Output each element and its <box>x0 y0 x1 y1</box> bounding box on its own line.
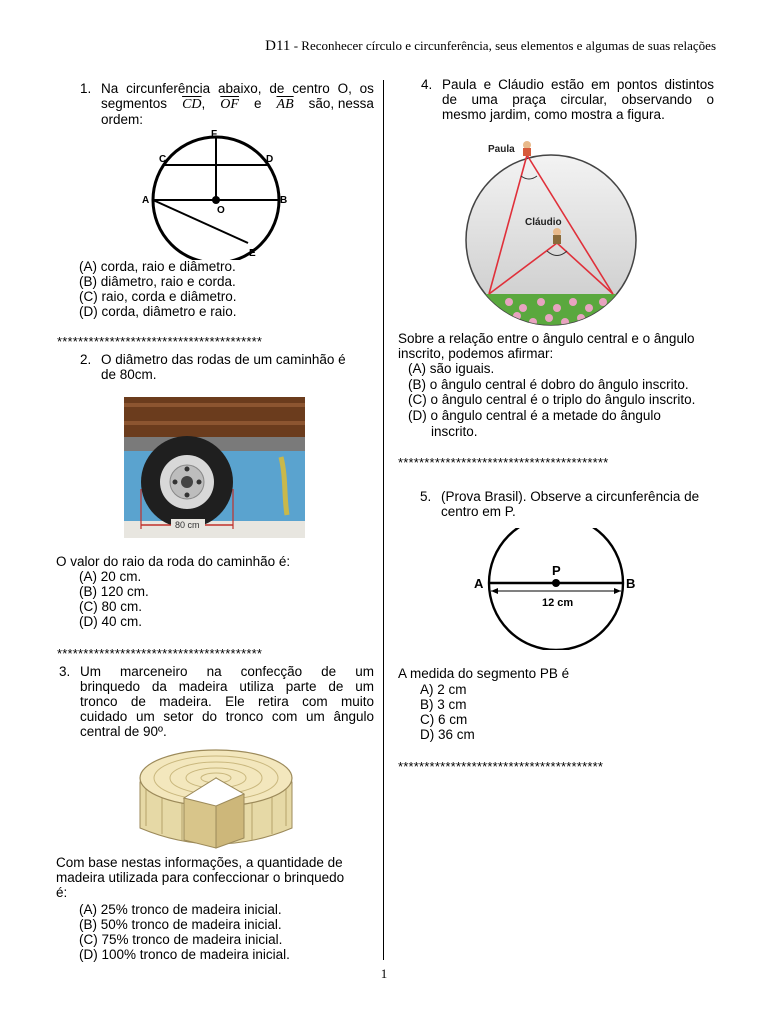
segment-cd: $\overline{CD}$ <box>182 97 202 112</box>
q5-line2: centro em P. <box>441 504 516 519</box>
q3-line2: brinquedo da madeira utiliza parte de um <box>80 679 374 694</box>
q4-option-d-continued: inscrito. <box>431 424 478 439</box>
q1-segments-label: segmentos <box>101 96 168 111</box>
column-divider <box>383 80 384 960</box>
label-d: D <box>266 154 274 165</box>
measure-label: 80 cm <box>175 520 200 530</box>
q2-line1: O diâmetro das rodas de um caminhão é <box>101 352 346 367</box>
q5-circle-figure <box>470 528 644 650</box>
q2-option-d[interactable]: (D) 40 cm. <box>79 614 143 629</box>
q1-number: 1. <box>80 81 92 96</box>
q3-option-c[interactable]: (C) 75% tronco de madeira inicial. <box>79 932 283 947</box>
q4-after-line2: inscrito, podemos afirmar: <box>398 346 554 361</box>
paula-figure <box>523 141 531 149</box>
q5-label-b: B <box>626 576 636 591</box>
label-o: O <box>217 205 225 216</box>
q3-word: na <box>206 664 222 679</box>
q5-number: 5. <box>420 489 432 504</box>
segment-of: $\overline{OF}$ <box>220 97 239 112</box>
q1-and: e <box>253 96 262 111</box>
tree-trunk-image <box>132 748 300 852</box>
q1-line3: ordem: <box>101 112 144 127</box>
segment-ab: $\overline{AB}$ <box>276 97 294 112</box>
arrow-right-icon <box>614 588 621 594</box>
q5-option-c[interactable]: C) 6 cm <box>420 712 468 727</box>
label-e: E <box>249 248 256 259</box>
q4-option-d[interactable]: (D) o ângulo central é a metade do ângulo <box>408 408 661 423</box>
lug-nut <box>185 467 190 472</box>
separator-stars: **************************************** <box>398 455 609 470</box>
q1-word: O, <box>337 81 352 96</box>
q1-line1 <box>101 81 374 96</box>
q4-option-c[interactable]: (C) o ângulo central é o triplo do ângulo inscrito. <box>408 392 696 407</box>
q4-number: 4. <box>421 77 433 92</box>
header-dash: - <box>290 38 302 53</box>
road <box>124 521 305 538</box>
q5-center-p <box>552 579 560 587</box>
label-paula: Paula <box>488 144 515 155</box>
center-point-o <box>212 196 220 204</box>
claudio-figure <box>553 228 561 236</box>
q3-word: um <box>355 664 374 679</box>
q1-line2-tail: são, nessa <box>308 96 374 111</box>
q2-number: 2. <box>80 352 92 367</box>
q3-after-line2: madeira utilizada para confeccionar o brinquedo <box>56 870 345 885</box>
q3-line4: cuidado um setor do tronco com um ângulo <box>80 709 374 724</box>
q1-word: abaixo, <box>217 81 262 96</box>
truck-wheel-image <box>124 397 305 538</box>
q4-line1: Paula e Cláudio estão em pontos distintos <box>442 77 714 92</box>
q3-after-line1: Com base nestas informações, a quantidade de <box>56 855 343 870</box>
q1-word: os <box>359 81 374 96</box>
label-a: A <box>142 195 150 206</box>
label-b: B <box>280 195 288 206</box>
arrow-left-icon <box>491 588 498 594</box>
header-title: Reconhecer círculo e circunferência, seus elementos e algumas de suas relações <box>301 38 716 53</box>
q3-after-line3: é: <box>56 885 68 900</box>
page-header <box>0 38 716 54</box>
lug-nut <box>173 480 178 485</box>
q1-circle-figure <box>138 126 298 260</box>
q3-line5: central de 90º. <box>80 724 167 739</box>
q4-plaza-figure <box>461 136 641 328</box>
chord-ae <box>153 200 248 243</box>
q3-option-a[interactable]: (A) 25% tronco de madeira inicial. <box>79 902 282 917</box>
q1-word: centro <box>292 81 330 96</box>
q5-question: A medida do segmento PB é <box>398 666 570 681</box>
separator-stars: *************************************** <box>57 334 263 349</box>
q3-line1 <box>80 664 374 679</box>
q3-option-d[interactable]: (D) 100% tronco de madeira inicial. <box>79 947 290 962</box>
q4-option-b[interactable]: (B) o ângulo central é dobro do ângulo inscrito. <box>408 377 689 392</box>
q2-option-b[interactable]: (B) 120 cm. <box>79 584 149 599</box>
garden <box>461 294 641 328</box>
q5-label-a: A <box>474 576 484 591</box>
q4-line2: de uma praça circular, observando o <box>442 92 714 107</box>
q3-word: Um <box>80 664 101 679</box>
q1-option-a[interactable]: (A) corda, raio e diâmetro. <box>79 259 236 274</box>
truck-stripe <box>124 421 305 425</box>
q2-option-c[interactable]: (C) 80 cm. <box>79 599 143 614</box>
q5-line1: (Prova Brasil). Observe a circunferência de <box>441 489 700 504</box>
claudio-body <box>553 235 561 244</box>
q2-question: O valor do raio da roda do caminhão é: <box>56 554 291 569</box>
header-code: D11 <box>265 38 291 54</box>
label-c: C <box>159 154 167 165</box>
q5-label-p: P <box>552 563 561 578</box>
q4-after-line1: Sobre a relação entre o ângulo central e o ângulo <box>398 331 695 346</box>
q2-line2: de 80cm. <box>101 367 157 382</box>
q5-option-b[interactable]: B) 3 cm <box>420 697 467 712</box>
q1-word: Na <box>101 81 119 96</box>
q3-number: 3. <box>59 664 71 679</box>
q3-word: confecção <box>240 664 303 679</box>
q3-word: marceneiro <box>120 664 188 679</box>
q1-option-b[interactable]: (B) diâmetro, raio e corda. <box>79 274 236 289</box>
paula-body <box>523 148 531 156</box>
q3-word: de <box>321 664 337 679</box>
q5-circle <box>489 528 623 650</box>
label-claudio: Cláudio <box>525 217 562 228</box>
q4-option-a[interactable]: (A) são iguais. <box>408 361 495 376</box>
lug-nut <box>197 480 202 485</box>
q5-measure-label: 12 cm <box>542 597 574 609</box>
q1-word: circunferência <box>126 81 211 96</box>
q1-option-d[interactable]: (D) corda, diâmetro e raio. <box>79 304 237 319</box>
separator-stars: *************************************** <box>398 759 604 774</box>
q5-option-a[interactable]: A) 2 cm <box>420 682 467 697</box>
lug-nut <box>185 493 190 498</box>
page-number: 1 <box>380 966 388 981</box>
separator-stars: *************************************** <box>57 646 263 661</box>
label-f: F <box>211 129 218 140</box>
truck-hub-center <box>181 476 193 488</box>
q3-line3: tronco de madeira. Ele retira com muito <box>80 694 374 709</box>
q1-word: de <box>269 81 285 96</box>
q2-option-a[interactable]: (A) 20 cm. <box>79 569 142 584</box>
q4-line3: mesmo jardim, como mostra a figura. <box>442 107 665 122</box>
q5-option-d[interactable]: D) 36 cm <box>420 727 475 742</box>
truck-stripe <box>124 403 305 407</box>
q3-option-b[interactable]: (B) 50% tronco de madeira inicial. <box>79 917 282 932</box>
q1-line2 <box>101 96 374 112</box>
q1-comma: , <box>201 96 206 111</box>
q1-option-c[interactable]: (C) raio, corda e diâmetro. <box>79 289 237 304</box>
